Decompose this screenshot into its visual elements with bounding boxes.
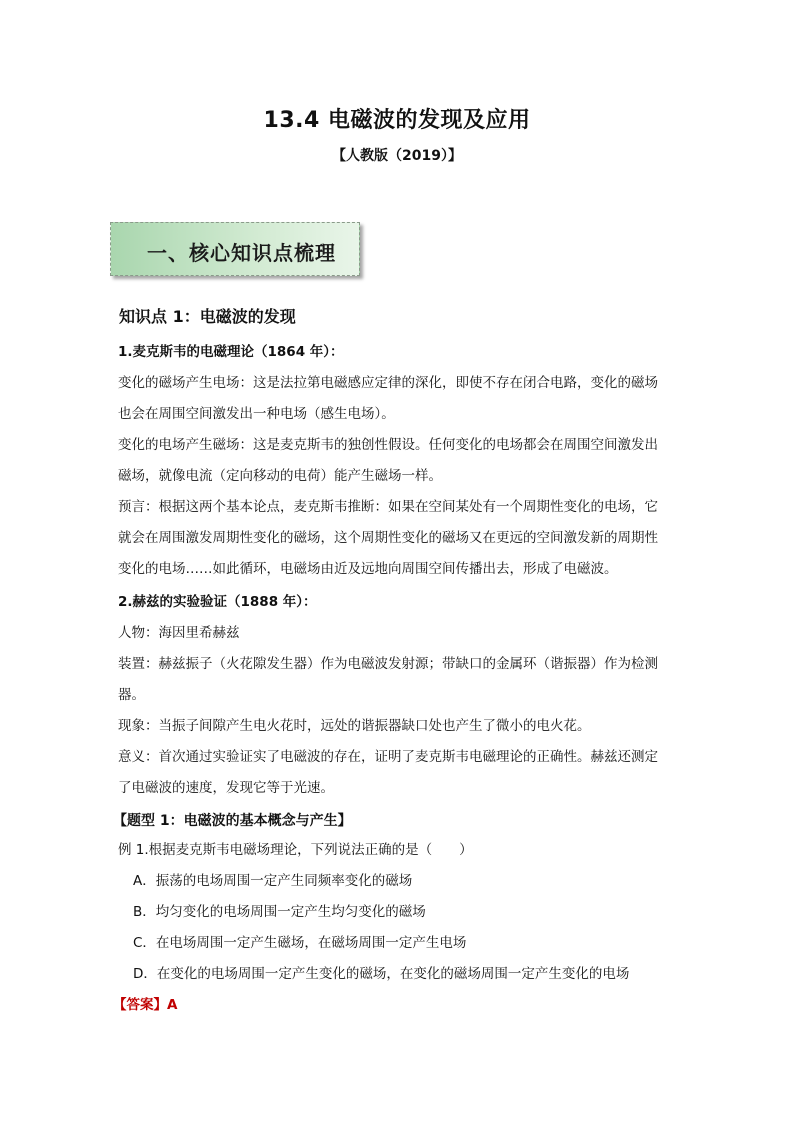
option-c: C．在电场周围一定产生磁场，在磁场周围一定产生电场 <box>133 935 467 951</box>
page-title: 13.4 电磁波的发现及应用 <box>263 108 531 133</box>
option-a: A．振荡的电场周围一定产生同频率变化的磁场 <box>133 873 413 889</box>
paragraph-line: 人物：海因里希赫兹 <box>118 625 240 641</box>
paragraph-heading: 1.麦克斯韦的电磁理论（1864 年）： <box>118 344 344 360</box>
paragraph-line: 变化的磁场产生电场：这是法拉第电磁感应定律的深化，即使不存在闭合电路，变化的磁场 <box>118 375 658 391</box>
page-subtitle: 【人教版（2019）】 <box>332 148 462 164</box>
option-d: D．在变化的电场周围一定产生变化的磁场，在变化的磁场周围一定产生变化的电场 <box>133 966 630 982</box>
paragraph-line: 现象：当振子间隙产生电火花时，远处的谐振器缺口处也产生了微小的电火花。 <box>118 718 591 734</box>
example-stem: 例 1.根据麦克斯韦电磁场理论，下列说法正确的是（ ） <box>118 842 473 858</box>
paragraph-line: 意义：首次通过实验证实了电磁波的存在，证明了麦克斯韦电磁理论的正确性。赫兹还测定 <box>118 749 658 765</box>
section-banner <box>110 222 360 276</box>
paragraph-heading: 2.赫兹的实验验证（1888 年）： <box>118 594 317 610</box>
paragraph-line: 磁场，就像电流（定向移动的电荷）能产生磁场一样。 <box>118 468 442 484</box>
paragraph-line: 也会在周围空间激发出一种电场（感生电场）。 <box>118 406 395 422</box>
paragraph-line: 预言：根据这两个基本论点，麦克斯韦推断：如果在空间某处有一个周期性变化的电场，它 <box>118 499 658 515</box>
paragraph-line: 了电磁波的速度，发现它等于光速。 <box>118 780 334 796</box>
knowledge-point-title: 知识点 1：电磁波的发现 <box>119 307 296 326</box>
answer-value: A <box>167 997 178 1013</box>
paragraph-line: 器。 <box>118 687 145 703</box>
paragraph-line: 变化的电场……如此循环，电磁场由近及远地向周围空间传播出去，形成了电磁波。 <box>118 561 618 577</box>
answer-label: 【答案】 <box>113 997 167 1013</box>
section-banner-label: 一、核心知识点梳理 <box>147 241 336 265</box>
option-b: B．均匀变化的电场周围一定产生均匀变化的磁场 <box>133 904 426 920</box>
answer <box>113 996 177 1014</box>
paragraph-line: 装置：赫兹振子（火花隙发生器）作为电磁波发射源；带缺口的金属环（谐振器）作为检测 <box>118 656 658 672</box>
paragraph-line: 变化的电场产生磁场：这是麦克斯韦的独创性假设。任何变化的电场都会在周围空间激发出 <box>118 437 658 453</box>
question-type-title: 【题型 1：电磁波的基本概念与产生】 <box>113 813 352 829</box>
paragraph-line: 就会在周围激发周期性变化的磁场，这个周期性变化的磁场又在更远的空间激发新的周期性 <box>118 530 658 546</box>
